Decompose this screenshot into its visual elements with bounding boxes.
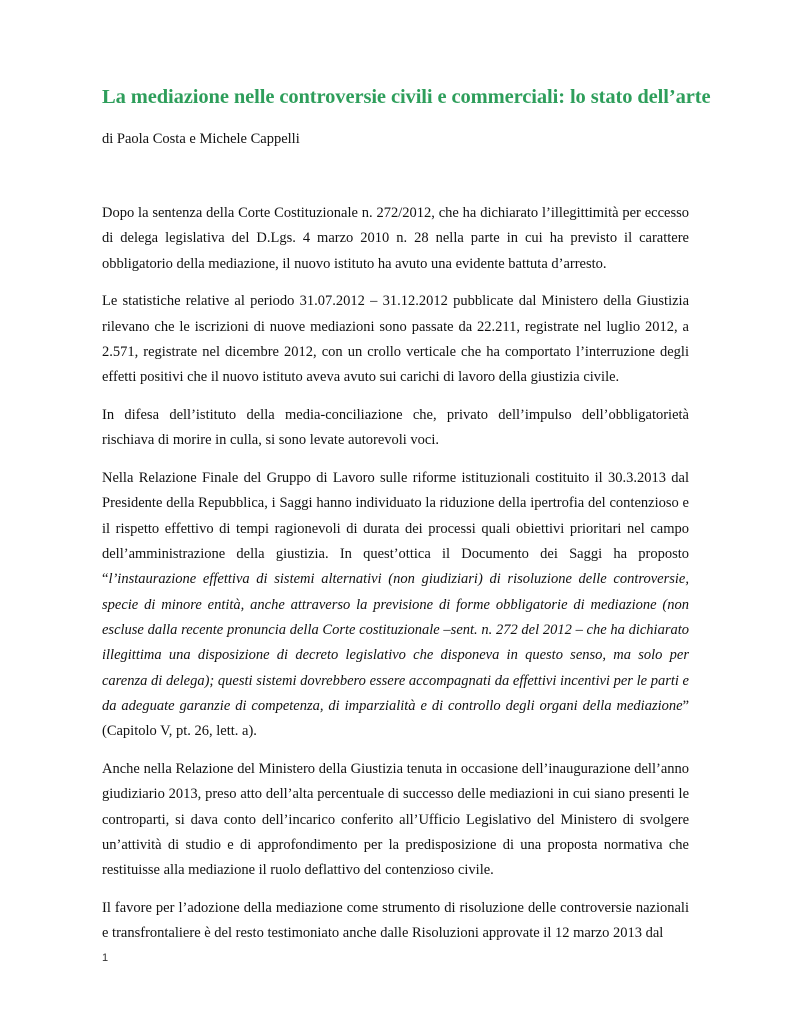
- document-body: [102, 201, 689, 947]
- paragraph-3: In difesa dell’istituto della media-conciliazione che, privato dell’impulso dell’obbligatorietà rischiava di morire in culla, si sono levate autorevoli voci.: [102, 407, 689, 449]
- paragraph-4-quote: l’instaurazione effettiva di sistemi alternativi (non giudiziari) di risoluzione delle controversie, specie di minore entità, anche attraverso la previsione di forme obbligatorie di mediazione (non escluse dalla recente pronuncia della Corte costituzionale –sent. n. 272 del 2012 – che ha dichiarato illegittima una disposizione di decreto legislativo che disponeva in questo senso, ma solo per carenza di delega); questi sistemi dovrebbero essere accompagnati da effettivi incentivi per le parti e da adeguate garanzie di competenza, di imparzialità e di controllo degli organi della mediazione: [102, 571, 689, 714]
- paragraph-6: Il favore per l’adozione della mediazione come strumento di risoluzione delle controversie nazionali e transfrontaliere è del resto testimoniato anche dalle Risoluzioni approvate il 12 marzo 2013 dal: [102, 899, 689, 942]
- paragraph-2: Le statistiche relative al periodo 31.07.2012 – 31.12.2012 pubblicate dal Ministero della Giustizia rilevano che le iscrizioni di nuove mediazioni sono passate da 22.211, registrate nel luglio 2012, a 2.571, registrate nel dicembre 2012, con un crollo verticale che ha comportato l’interruzione degli effetti positivi che il nuovo istituto aveva avuto sui carichi di lavoro della giustizia civile.: [102, 293, 689, 386]
- paragraph-4-outro: ” (Capitolo V, pt. 26, lett. a).: [102, 697, 689, 740]
- document-title: La mediazione nelle controversie civili e commerciali: lo stato dell’arte: [102, 86, 711, 108]
- paragraph-1: Dopo la sentenza della Corte Costituzionale n. 272/2012, che ha dichiarato l’illegittimità per eccesso di delega legislativa del D.Lgs. 4 marzo 2010 n. 28 nella parte in cui ha previsto il carattere obbligatorio della mediazione, il nuovo istituto ha avuto una evidente battuta d’arresto.: [102, 205, 689, 272]
- document-authors: di Paola Costa e Michele Cappelli: [102, 131, 300, 147]
- paragraph-4-intro: Nella Relazione Finale del Gruppo di Lavoro sulle riforme istituzionali costituito il 30.3.2013 dal Presidente della Repubblica, i Saggi hanno individuato la riduzione della ipertrofia del contenzioso e il rispetto effettivo di tempi ragionevoli di durata dei processi quali obiettivi prioritari nel campo dell’amministrazione della giustizia. In quest’ottica il Documento dei Saggi ha proposto “: [102, 470, 689, 588]
- page-number: 1: [102, 952, 109, 964]
- paragraph-5: Anche nella Relazione del Ministero della Giustizia tenuta in occasione dell’inaugurazione dell’anno giudiziario 2013, preso atto dell’alta percentuale di successo delle mediazioni in cui siano presenti le controparti, si dava conto dell’incarico conferito all’Ufficio Legislativo del Ministero di svolgere un’attività di studio e di approfondimento per la predisposizione di una proposta normativa che restituisse alla mediazione il ruolo deflattivo del contenzioso civile.: [102, 760, 689, 879]
- paragraph-4: [102, 466, 689, 744]
